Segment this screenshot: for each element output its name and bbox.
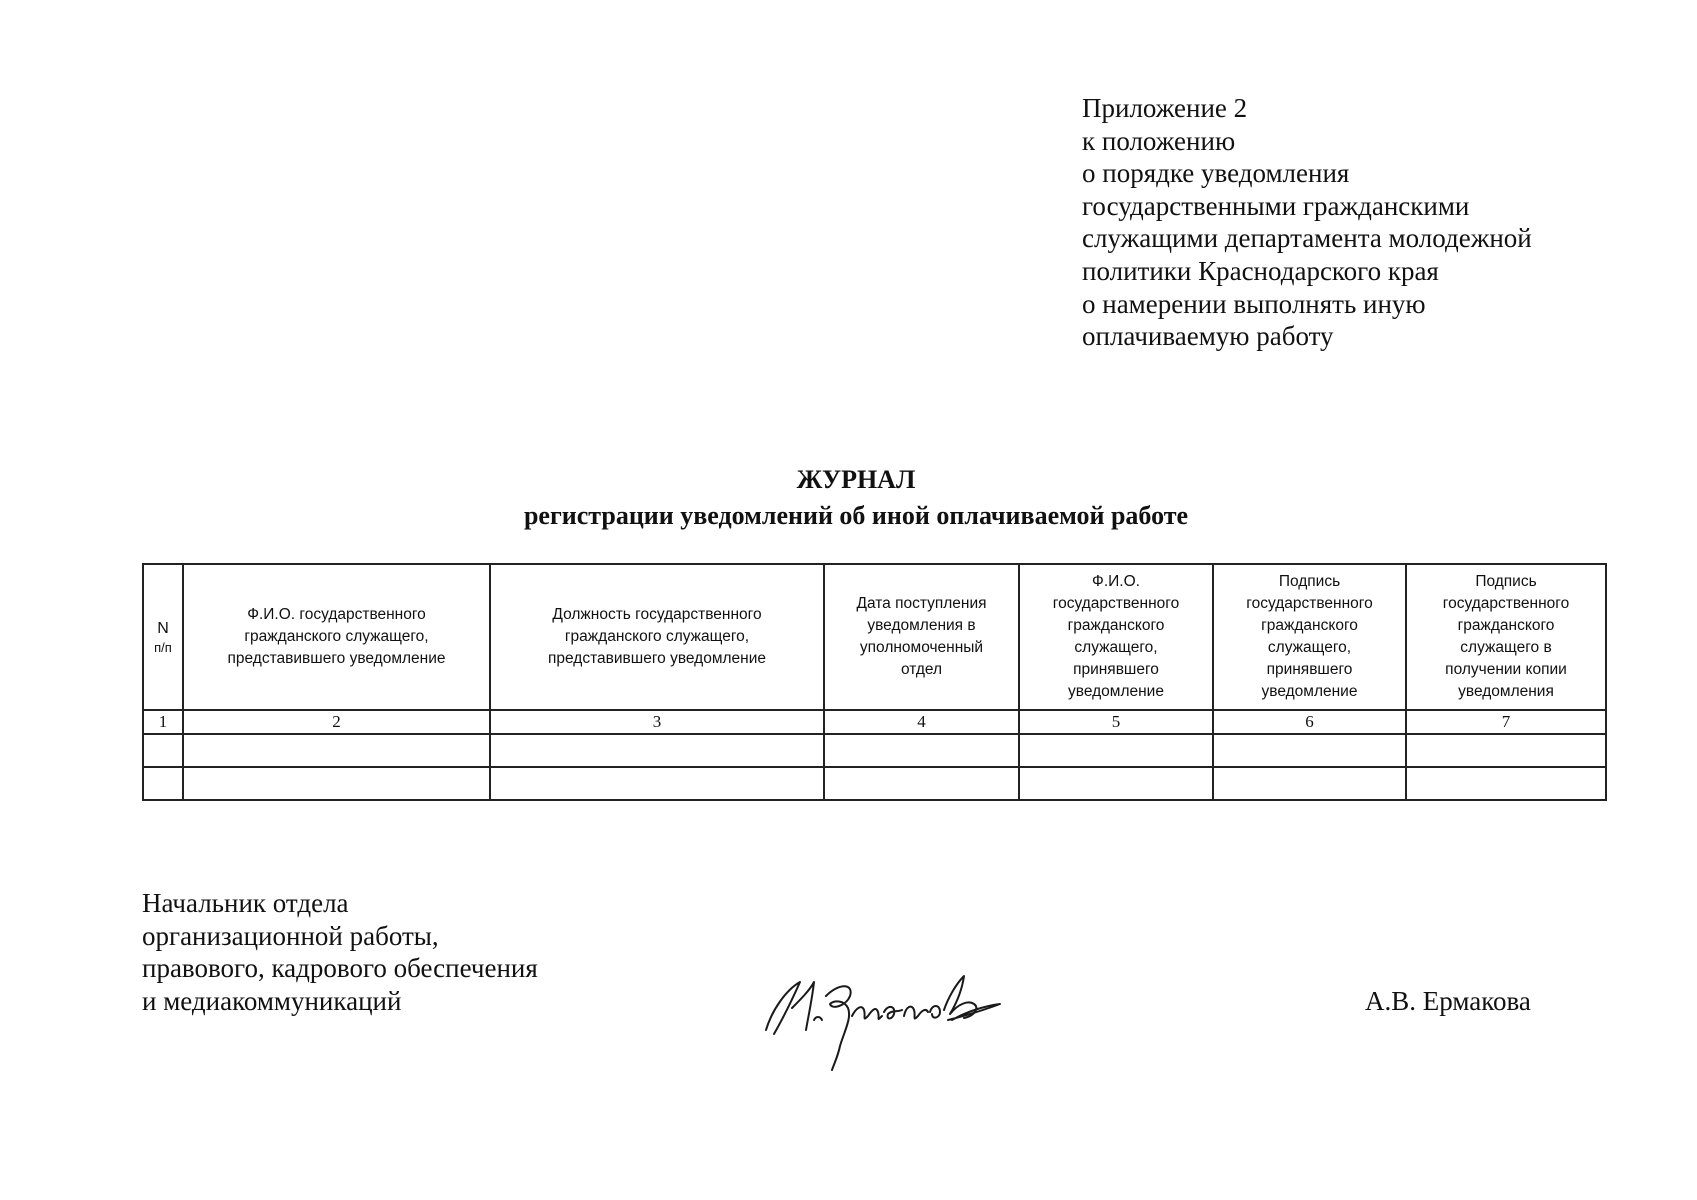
column-header-receiver-fio: Ф.И.О. государственного гражданского служащего, принявшего уведомление — [1019, 564, 1213, 710]
handwritten-signature — [752, 960, 1012, 1072]
journal-title: ЖУРНАЛ — [796, 465, 916, 494]
annex-header — [1082, 92, 1642, 353]
table-cell — [1406, 767, 1606, 800]
column-number: 7 — [1406, 710, 1606, 734]
column-header-position: Должность государственного гражданского служащего, представившего уведомление — [490, 564, 824, 710]
column-number: 5 — [1019, 710, 1213, 734]
table-cell — [183, 734, 490, 767]
journal-title-block — [0, 462, 1697, 534]
journal-subtitle: регистрации уведомлений об иной оплачиваемой работе — [523, 501, 1189, 530]
column-number: 2 — [183, 710, 490, 734]
table-cell — [490, 734, 824, 767]
column-number: 1 — [143, 710, 183, 734]
column-number: 6 — [1213, 710, 1406, 734]
annex-line: служащими департамента молодежной — [1082, 223, 1532, 254]
table-cell — [824, 767, 1019, 800]
column-header-copy-signature: Подпись государственного гражданского служащего в получении копии уведомления — [1406, 564, 1606, 710]
annex-line: о намерении выполнять иную — [1082, 288, 1426, 319]
table-cell — [183, 767, 490, 800]
annex-line: о порядке уведомления — [1082, 158, 1350, 189]
position-line: и медиакоммуникаций — [142, 985, 402, 1016]
annex-line: оплачиваемую работу — [1082, 321, 1334, 352]
table-cell — [143, 734, 183, 767]
table-cell — [143, 767, 183, 800]
table-row — [143, 767, 1606, 800]
position-line: Начальник отдела — [142, 888, 349, 918]
position-line: правового, кадрового обеспечения — [142, 953, 538, 984]
table-row — [143, 734, 1606, 767]
annex-line: политики Краснодарского края — [1082, 255, 1439, 286]
table-cell — [1019, 734, 1213, 767]
table-cell — [824, 734, 1019, 767]
journal-table — [142, 563, 1607, 801]
column-header-fio: Ф.И.О. государственного гражданского служащего, представившего уведомление — [183, 564, 490, 710]
table-cell — [490, 767, 824, 800]
column-header-number: N п/п — [143, 564, 183, 710]
annex-line: Приложение 2 — [1082, 93, 1248, 123]
table-cell — [1213, 734, 1406, 767]
column-number: 3 — [490, 710, 824, 734]
column-number: 4 — [824, 710, 1019, 734]
annex-line: к положению — [1082, 125, 1236, 156]
column-header-date: Дата поступления уведомления в уполномоченный отдел — [824, 564, 1019, 710]
column-number-row — [143, 710, 1606, 734]
table-cell — [1019, 767, 1213, 800]
table-header-row — [143, 564, 1606, 710]
table-cell — [1406, 734, 1606, 767]
position-line: организационной работы, — [142, 920, 439, 951]
column-header-receiver-signature: Подпись государственного гражданского служащего, принявшего уведомление — [1213, 564, 1406, 710]
table-cell — [1213, 767, 1406, 800]
signer-name: А.В. Ермакова — [1365, 986, 1531, 1016]
annex-line: государственными гражданскими — [1082, 190, 1470, 221]
signatory-position — [142, 887, 538, 1017]
